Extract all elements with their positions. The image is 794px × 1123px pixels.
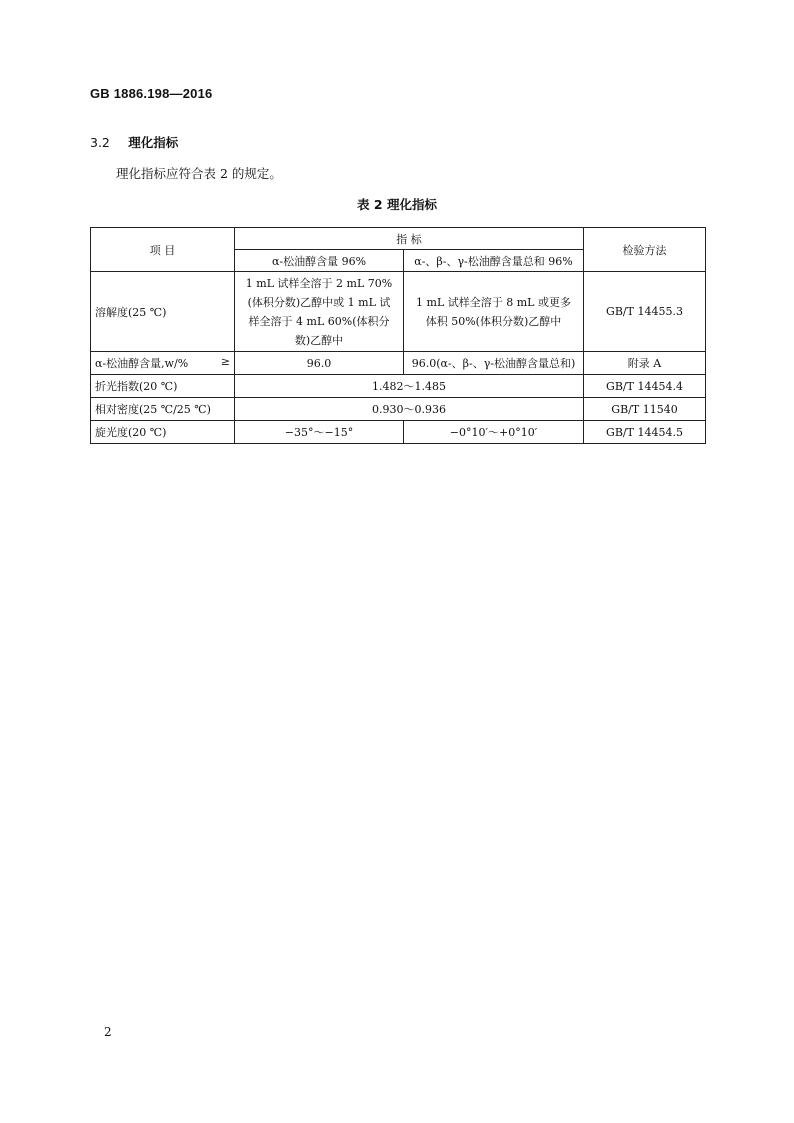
header-method: 检验方法 <box>584 228 706 272</box>
row-value-a <box>235 272 404 352</box>
row-item-suffix: ≥ <box>220 355 230 368</box>
row-method: GB/T 14454.5 <box>584 421 706 444</box>
table-row <box>91 421 706 444</box>
row-value-b: 96.0(α-、β-、γ-松油醇含量总和) <box>404 352 584 375</box>
row-value-merged: 0.930～0.936 <box>235 398 584 421</box>
row-method: GB/T 14455.3 <box>584 272 706 352</box>
row-value-a: 96.0 <box>235 352 404 375</box>
text-line: 样全溶于 4 mL 60%(体积分 <box>248 314 390 328</box>
table-row <box>91 398 706 421</box>
row-item: 相对密度(25 ℃/25 ℃) <box>91 398 235 421</box>
text-line: 数)乙醇中 <box>294 333 344 347</box>
table-row <box>91 352 706 375</box>
text-line: (体积分数)乙醇中或 1 mL 试 <box>247 295 391 309</box>
row-method: 附录 A <box>584 352 706 375</box>
table-row <box>91 272 706 352</box>
row-value-b <box>404 272 584 352</box>
section-title: 理化指标 <box>128 135 179 150</box>
row-value-a: −35°～−15° <box>235 421 404 444</box>
section-heading <box>90 133 178 151</box>
standard-code-header: GB 1886.198—2016 <box>90 86 213 101</box>
row-method: GB/T 11540 <box>584 398 706 421</box>
row-item: 溶解度(25 ℃) <box>91 272 235 352</box>
row-method: GB/T 14454.4 <box>584 375 706 398</box>
section-number: 3.2 <box>90 135 110 150</box>
header-col-a: α-松油醇含量 96% <box>235 250 404 272</box>
text-line: 1 mL 试样全溶于 2 mL 70% <box>245 276 393 290</box>
section-paragraph: 理化指标应符合表 2 的规定。 <box>116 166 282 181</box>
row-item: 折光指数(20 ℃) <box>91 375 235 398</box>
table-caption: 表 2 理化指标 <box>357 197 437 212</box>
row-value-b: −0°10′～+0°10′ <box>404 421 584 444</box>
header-item: 项 目 <box>91 228 235 272</box>
page-number: 2 <box>104 1025 112 1039</box>
header-col-b: α-、β-、γ-松油醇含量总和 96% <box>404 250 584 272</box>
text-line: 1 mL 试样全溶于 8 mL 或更多 <box>416 295 571 309</box>
table-header-row <box>91 228 706 250</box>
text-line: 体积 50%(体积分数)乙醇中 <box>425 314 562 328</box>
row-value-merged: 1.482～1.485 <box>235 375 584 398</box>
row-item-label: α-松油醇含量,w/% <box>95 357 189 370</box>
header-indicator: 指 标 <box>235 228 584 250</box>
row-item: 旋光度(20 ℃) <box>91 421 235 444</box>
spec-table <box>90 227 706 444</box>
table-row <box>91 375 706 398</box>
row-item <box>91 352 235 375</box>
